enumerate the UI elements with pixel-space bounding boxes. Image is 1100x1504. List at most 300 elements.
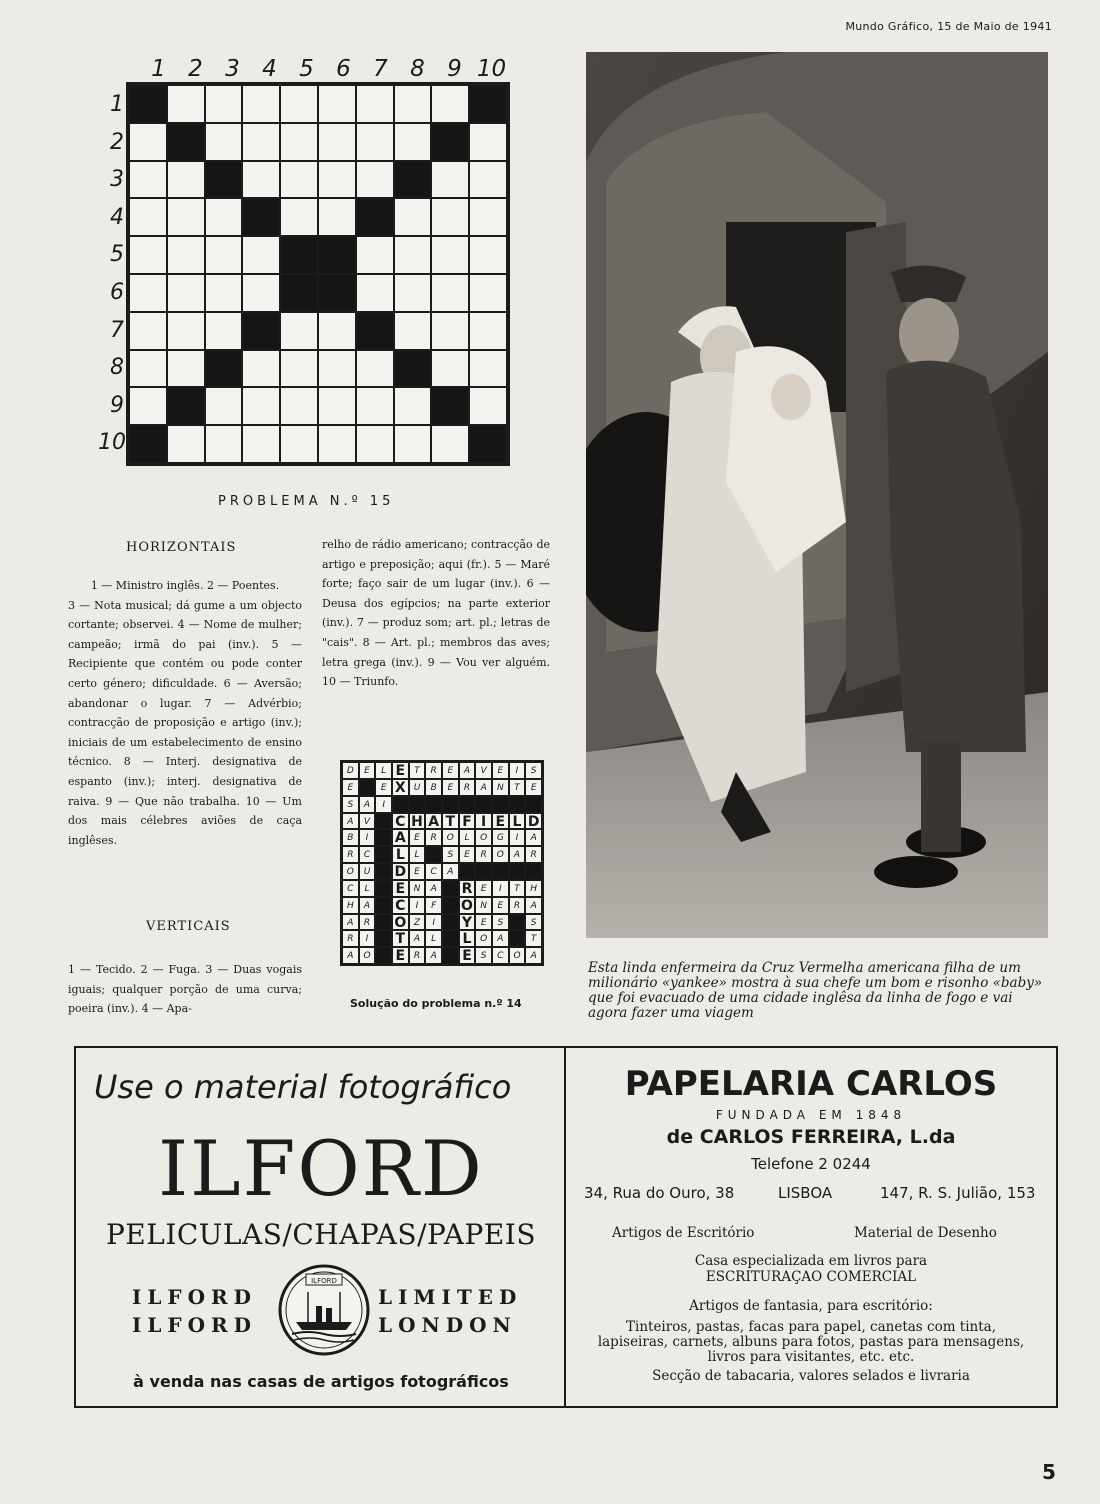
solution-cell: E [525,779,542,796]
crossword-cell [356,274,394,312]
crossword-cell [469,350,507,388]
crossword-black-cell [356,312,394,350]
problem-title: PROBLEMA N.º 15 [218,494,395,509]
solution-black-cell [375,897,392,914]
crossword-cell [242,123,280,161]
solution-black-cell [442,930,459,947]
crossword-cell [394,274,432,312]
solution-cell: F [425,897,442,914]
solution-cell: R [425,762,442,779]
crossword-cell [242,85,280,123]
crossword-cell [469,274,507,312]
crossword-cell [242,387,280,425]
solution-black-cell [425,796,442,813]
crossword-cell [129,236,167,274]
solution-cell: A [425,880,442,897]
crossword-row-number: 1 [110,92,124,117]
solution-cell: E [359,762,376,779]
solution-black-cell [509,914,526,931]
solution-grid [340,760,544,966]
vertical-clues-continued [322,535,550,692]
solution-cell: R [359,914,376,931]
solution-black-cell [475,796,492,813]
crossword-cell [469,123,507,161]
crossword-cell [129,198,167,236]
horizontal-clues-heading: HORIZONTAIS [126,540,237,555]
solution-cell: R [409,947,426,964]
crossword-cell [318,387,356,425]
crossword-black-cell [469,425,507,463]
solution-cell: Z [409,914,426,931]
crossword-cell [394,387,432,425]
papelaria-specialty [566,1253,1056,1285]
solution-cell: A [459,762,476,779]
solution-cell: A [475,779,492,796]
crossword-cell [242,274,280,312]
crossword-cell [280,85,318,123]
crossword-row-number: 3 [110,167,124,193]
solution-cell: I [359,829,376,846]
papelaria-address-city: LISBOA [778,1184,833,1202]
crossword-column-number: 8 [410,56,425,82]
solution-cell: C [392,813,409,830]
solution-cell: S [442,846,459,863]
solution-cell: U [359,863,376,880]
crossword-row-number: 4 [110,204,124,230]
solution-black-cell [475,863,492,880]
crossword-black-cell [431,123,469,161]
solution-cell: E [409,829,426,846]
papelaria-items: Tinteiros, pastas, facas para papel, canetas com tinta, lapiseiras, carnets, albuns para fotos, pastas para mensagens, livros para visitantes, etc. etc. [597,1319,1025,1365]
crossword-cell [394,85,432,123]
solution-cell: E [492,813,509,830]
crossword-cell [318,425,356,463]
solution-cell: D [525,813,542,830]
solution-cell: A [425,813,442,830]
solution-cell: E [442,779,459,796]
solution-cell: L [459,930,476,947]
solution-cell: A [492,930,509,947]
crossword-cell [280,161,318,199]
crossword-cell [431,161,469,199]
solution-cell: E [392,762,409,779]
solution-cell: A [342,813,359,830]
solution-black-cell [525,796,542,813]
solution-cell: T [509,779,526,796]
solution-cell: Y [459,914,476,931]
vertical-clue-continued-text: relho de rádio americano; contracção de artigo e preposição; aqui (fr.). 5 — Maré forte; faço sair de um lugar (inv.). 6 — Deusa dos egípcios; na parte exterior (inv.). 7 — produz som; art. pl.; letras de "cais". 8 — Art. pl.; membros das aves; letra grega (inv.). 9 — Vou ver alguém. 10 — Triunfo. [322,538,550,689]
solution-cell: I [475,813,492,830]
solution-cell: L [359,880,376,897]
solution-cell: L [425,930,442,947]
solution-cell: I [359,930,376,947]
crossword-cell [356,123,394,161]
nurse-photo-illustration [586,52,1048,938]
papelaria-category-office: Artigos de Escritório [612,1225,755,1241]
ilford-right-block [378,1283,522,1339]
solution-cell: E [392,880,409,897]
solution-cell: S [342,796,359,813]
solution-cell: I [425,914,442,931]
solution-cell: S [475,947,492,964]
solution-black-cell [425,846,442,863]
crossword-row-number: 2 [110,129,124,155]
crossword-cell [469,198,507,236]
solution-black-cell [442,796,459,813]
crossword-cell [431,312,469,350]
page-number: 5 [1042,1460,1056,1484]
solution-cell: I [375,796,392,813]
crossword-row-number: 6 [110,279,124,305]
solution-cell: R [475,846,492,863]
solution-black-cell [375,863,392,880]
solution-cell: H [342,897,359,914]
solution-black-cell [509,796,526,813]
solution-cell: R [342,846,359,863]
ilford-left-line: ILFORD [132,1285,258,1309]
solution-cell: E [475,880,492,897]
solution-cell: L [459,829,476,846]
solution-cell: I [509,829,526,846]
solution-black-cell [375,914,392,931]
crossword-black-cell [242,312,280,350]
solution-black-cell [375,813,392,830]
papelaria-specialty-line: ESCRITURAÇAO COMERCIAL [705,1269,917,1285]
solution-cell: A [525,897,542,914]
solution-cell: C [342,880,359,897]
crossword-cell [356,350,394,388]
crossword-cell [205,85,243,123]
solution-cell: F [459,813,476,830]
papelaria-category-drawing: Material de Desenho [854,1225,997,1241]
ilford-right-line: LONDON [378,1313,517,1337]
solution-cell: A [409,930,426,947]
solution-cell: A [342,947,359,964]
crossword-column-number: 6 [336,56,351,82]
crossword-cell [167,350,205,388]
solution-black-cell [359,779,376,796]
solution-cell: A [342,914,359,931]
crossword-cell [167,85,205,123]
crossword-cell [318,198,356,236]
horizontal-clue-line: 3 — Nota musical; dá gume a um objecto cortante; observei. 4 — Nome de mulher; campeão; irmã do pai (inv.). 5 — Recipiente que contém ou pode conter certo género; dificuldade. 6 — Aversão; abandonar o lugar. 7 — Advérbio; contracção de proposição e artigo (inv.); iniciais de um estabelecimento de ensino técnico. 8 — Interj. designativa de espanto (inv.); interj. designativa de raiva. 9 — Que não trabalha. 10 — Um dos mais célebres aviões de caça inglêses. [68,598,302,847]
crossword-cell [318,161,356,199]
solution-cell: L [509,813,526,830]
solution-cell: H [525,880,542,897]
crossword-cell [431,236,469,274]
solution-cell: L [409,846,426,863]
horizontal-clues [68,576,302,850]
crossword-black-cell [205,161,243,199]
crossword-cell [356,236,394,274]
crossword-cell [280,123,318,161]
solution-cell: R [509,897,526,914]
solution-cell: L [375,762,392,779]
crossword-black-cell [129,425,167,463]
crossword-black-cell [205,350,243,388]
ilford-ship-logo-icon [278,1264,370,1356]
solution-cell: O [392,914,409,931]
ilford-brand: ILFORD [158,1124,484,1213]
solution-black-cell [442,914,459,931]
crossword-column-number: 10 [476,56,507,82]
crossword-black-cell [280,274,318,312]
solution-cell: E [442,762,459,779]
papelaria-phone: Telefone 2 0244 [751,1155,871,1173]
crossword-cell [394,425,432,463]
ilford-products: PELICULAS/CHAPAS/PAPEIS [105,1218,537,1251]
solution-cell: N [409,880,426,897]
crossword-column-numbers [140,56,510,82]
solution-cell: O [342,863,359,880]
crossword-cell [469,387,507,425]
ilford-footer: à venda nas casas de artigos fotográficos [133,1372,509,1391]
solution-cell: A [442,863,459,880]
papelaria-address-1: 34, Rua do Ouro, 38 [584,1184,735,1202]
crossword-row-number: 9 [110,392,124,418]
solution-cell: E [492,762,509,779]
crossword-black-cell [167,123,205,161]
crossword-cell [167,312,205,350]
solution-black-cell [375,947,392,964]
solution-cell: G [492,829,509,846]
solution-cell: E [375,779,392,796]
papelaria-seccao: Secção de tabacaria, valores selados e livraria [652,1368,970,1384]
solution-cell: E [342,779,359,796]
solution-cell: T [442,813,459,830]
crossword-column-number: 2 [188,56,203,82]
crossword-cell [205,236,243,274]
solution-black-cell [459,796,476,813]
solution-cell: N [492,779,509,796]
solution-black-cell [442,897,459,914]
solution-cell: S [492,914,509,931]
crossword-cell [129,387,167,425]
photo-caption: Esta linda enfermeira da Cruz Vermelha americana filha de um milionário «yankee» mostra à sua chefe um bom e risonho «baby» que foi evacuado de uma cidade inglêsa da linha de fogo e vai agora fazer uma viagem [588,960,1043,1021]
crossword-row-number: 7 [110,317,124,343]
solution-cell: A [392,829,409,846]
solution-black-cell [442,947,459,964]
crossword-cell [431,350,469,388]
crossword-cell [356,425,394,463]
crossword-cell [318,85,356,123]
solution-cell: O [442,829,459,846]
solution-cell: X [392,779,409,796]
solution-cell: A [425,947,442,964]
crossword-cell [129,123,167,161]
solution-cell: T [509,880,526,897]
crossword-cell [394,123,432,161]
crossword-black-cell [394,161,432,199]
crossword-black-cell [318,274,356,312]
solution-black-cell [509,863,526,880]
crossword-column-number: 1 [151,56,166,82]
crossword-cell [280,198,318,236]
crossword-grid [126,82,510,466]
crossword-cell [469,161,507,199]
solution-black-cell [392,796,409,813]
solution-caption: Solução do problema n.º 14 [350,997,522,1010]
papelaria-specialty-line: Casa especializada em livros para [694,1253,928,1269]
solution-cell: S [525,762,542,779]
solution-black-cell [525,863,542,880]
solution-cell: I [409,897,426,914]
solution-cell: D [392,863,409,880]
crossword-black-cell [431,387,469,425]
crossword-cell [205,312,243,350]
papelaria-name: PAPELARIA CARLOS [624,1064,998,1104]
crossword-column-number: 7 [373,56,388,82]
papelaria-founded: FUNDADA EM 1848 [715,1108,907,1122]
ilford-right-line: LIMITED [378,1285,523,1309]
crossword-black-cell [280,236,318,274]
crossword-cell [167,161,205,199]
crossword-black-cell [242,198,280,236]
solution-cell: V [359,813,376,830]
solution-cell: H [409,813,426,830]
solution-cell: C [492,947,509,964]
crossword-row-number: 8 [110,355,124,381]
solution-cell: C [425,863,442,880]
crossword-cell [394,236,432,274]
crossword-cell [129,274,167,312]
crossword-cell [356,161,394,199]
nurse-photo [586,52,1048,938]
solution-black-cell [492,796,509,813]
solution-cell: C [359,846,376,863]
solution-cell: N [475,897,492,914]
crossword-black-cell [167,387,205,425]
horizontal-clue-line: 1 — Ministro inglês. 2 — Poentes. [90,579,280,592]
papelaria-owner: de CARLOS FERREIRA, L.da [666,1126,956,1148]
solution-cell: E [392,947,409,964]
ilford-left-line: ILFORD [132,1313,258,1337]
crossword-cell [356,387,394,425]
solution-cell: A [509,846,526,863]
crossword-cell [431,425,469,463]
solution-cell: C [392,897,409,914]
papelaria-address-2: 147, R. S. Julião, 153 [880,1184,1036,1202]
crossword-cell [318,123,356,161]
crossword-cell [242,161,280,199]
crossword-cell [167,198,205,236]
ilford-logo-text: ILFORD [311,1277,337,1285]
solution-black-cell [492,863,509,880]
solution-black-cell [375,846,392,863]
crossword-cell [205,425,243,463]
solution-cell: R [459,779,476,796]
solution-black-cell [442,880,459,897]
solution-cell: I [509,762,526,779]
crossword-black-cell [129,85,167,123]
solution-cell: E [459,947,476,964]
solution-black-cell [459,863,476,880]
vertical-clue-text: 1 — Tecido. 2 — Fuga. 3 — Duas vogais iguais; qualquer porção de uma curva; poeira (inv.). 4 — Apa- [68,963,302,1016]
solution-cell: U [409,779,426,796]
solution-cell: R [459,880,476,897]
crossword-black-cell [356,198,394,236]
crossword-cell [167,274,205,312]
crossword-cell [356,85,394,123]
crossword-cell [431,274,469,312]
solution-cell: I [492,880,509,897]
solution-cell: A [525,947,542,964]
solution-black-cell [375,880,392,897]
crossword-cell [318,312,356,350]
crossword-black-cell [394,350,432,388]
crossword-cell [242,350,280,388]
crossword-cell [280,425,318,463]
publication-header: Mundo Gráfico, 15 de Maio de 1941 [845,20,1052,33]
solution-cell: V [475,762,492,779]
crossword-cell [394,312,432,350]
crossword-cell [205,123,243,161]
solution-black-cell [375,829,392,846]
crossword-cell [129,161,167,199]
solution-cell: O [475,930,492,947]
papelaria-fantasia: Artigos de fantasia, para escritório: [689,1298,933,1314]
solution-cell: R [525,846,542,863]
crossword-cell [280,350,318,388]
crossword-row-number: 5 [110,242,124,268]
solution-cell: L [392,846,409,863]
solution-cell: D [342,762,359,779]
vertical-clues [68,960,302,1019]
crossword-cell [242,425,280,463]
solution-cell: S [525,914,542,931]
solution-cell: A [359,897,376,914]
crossword-column-number: 5 [299,56,314,82]
crossword-cell [431,85,469,123]
crossword-cell [469,236,507,274]
ilford-left-block [132,1283,257,1339]
crossword-column-number: 3 [225,56,240,82]
solution-cell: T [525,930,542,947]
solution-cell: R [425,829,442,846]
solution-cell: E [459,846,476,863]
crossword-cell [242,236,280,274]
solution-cell: E [475,914,492,931]
crossword-cell [469,312,507,350]
solution-cell: T [392,930,409,947]
crossword-cell [205,198,243,236]
ilford-tagline: Use o material fotográfico [94,1068,512,1106]
solution-cell: R [342,930,359,947]
crossword-column-number: 9 [447,56,462,82]
solution-cell: B [425,779,442,796]
solution-cell: O [492,846,509,863]
crossword-cell [394,198,432,236]
crossword-cell [280,387,318,425]
crossword-black-cell [469,85,507,123]
crossword-column-number: 4 [262,56,277,82]
crossword-cell [129,350,167,388]
solution-black-cell [509,930,526,947]
solution-cell: T [409,762,426,779]
solution-cell: B [342,829,359,846]
solution-cell: A [359,796,376,813]
crossword-cell [167,425,205,463]
solution-cell: E [492,897,509,914]
vertical-clues-heading: VERTICAIS [146,919,231,934]
solution-black-cell [375,930,392,947]
solution-cell: O [459,897,476,914]
crossword-row-number: 10 [98,430,126,456]
crossword-row-numbers [98,86,124,462]
crossword-cell [129,312,167,350]
solution-cell: E [409,863,426,880]
solution-cell: O [509,947,526,964]
